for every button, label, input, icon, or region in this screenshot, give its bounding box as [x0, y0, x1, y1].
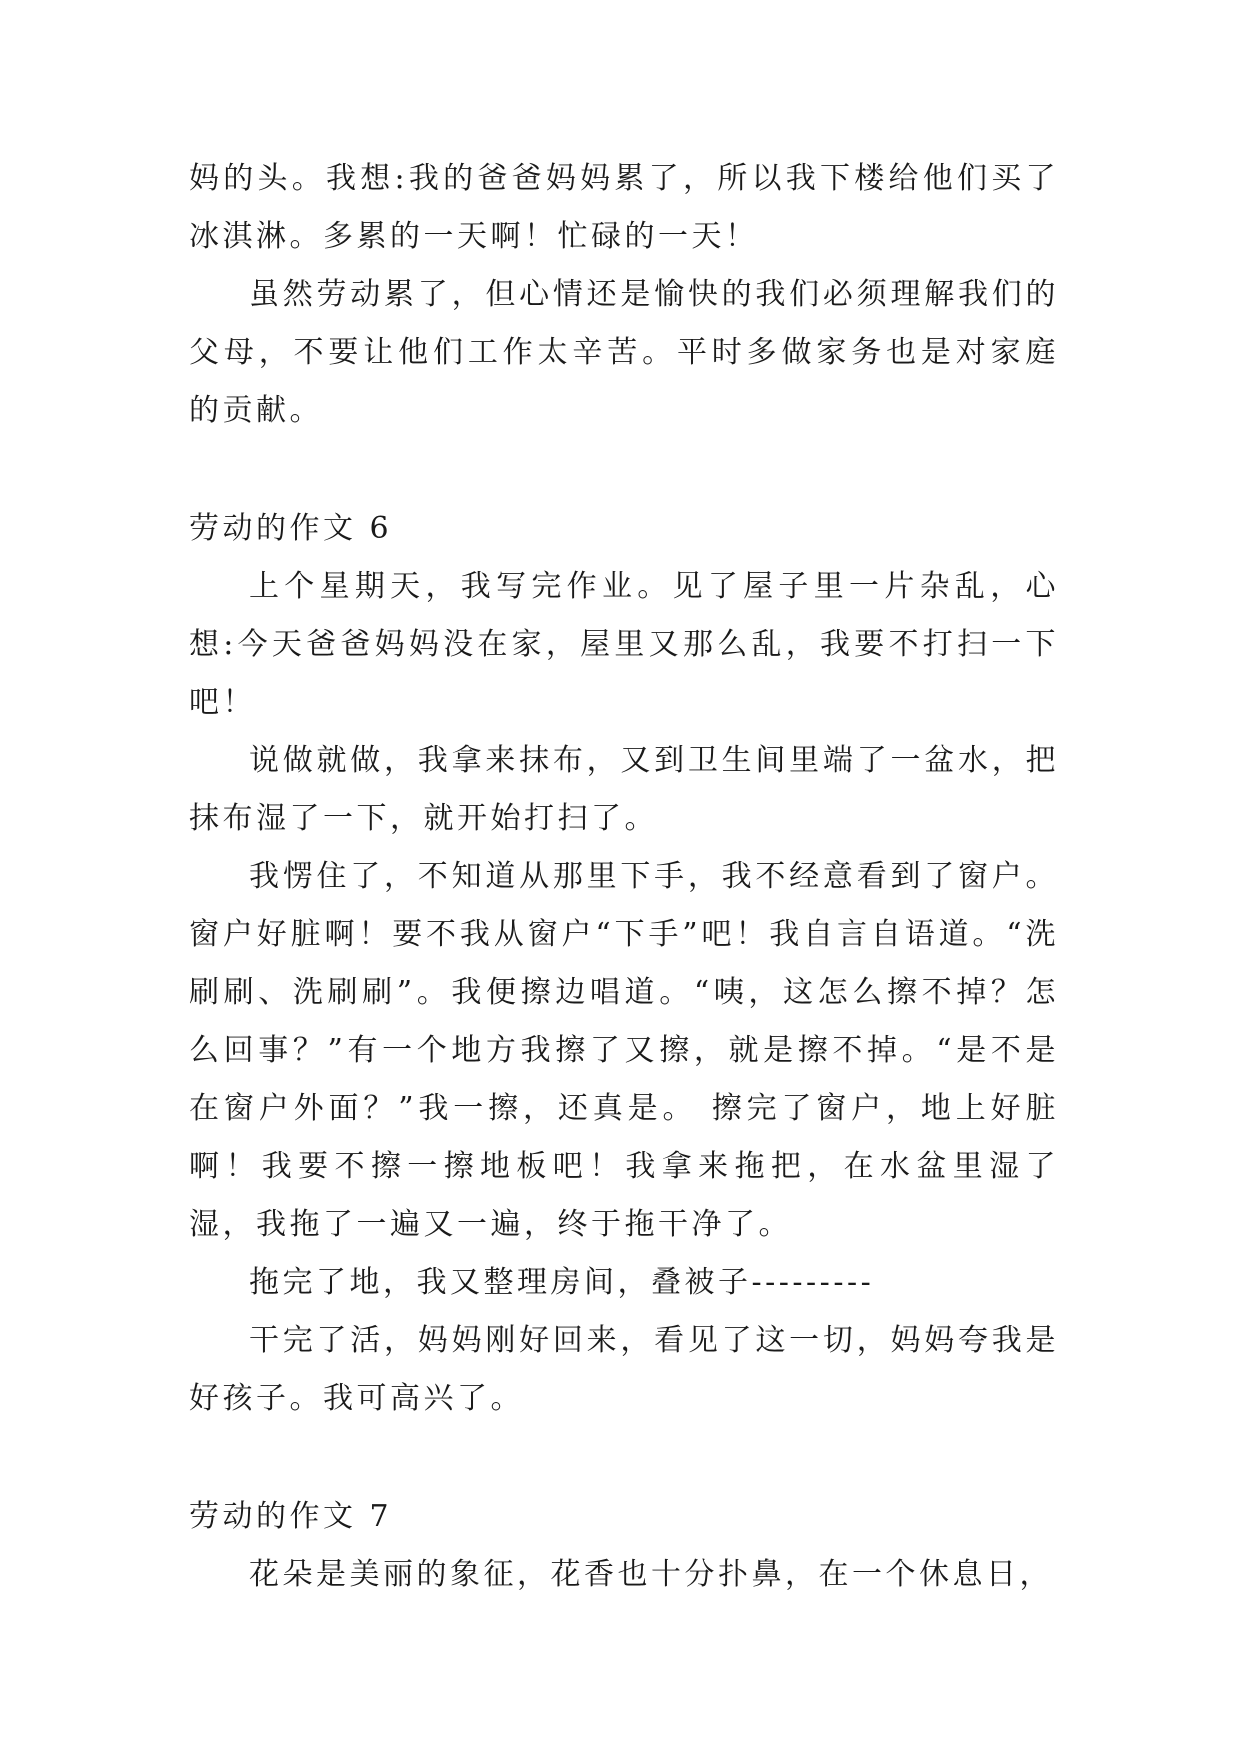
essay-title-7: 劳动的作文 7: [189, 1499, 393, 1534]
paragraph: 拖完了地，我又整理房间，叠被子---------: [249, 1265, 875, 1300]
paragraph: 花朵是美丽的象征，花香也十分扑鼻，在一个休息日，: [249, 1557, 1053, 1592]
paragraph: 我愣住了，不知道从那里下手，我不经意看到了窗户。窗户好脏啊！要不我从窗户“下手”吧！我自言自语道。“洗刷刷、洗刷刷”。我便擦边唱道。“咦，这怎么擦不掉？怎么回事？”有一个地方我擦了又擦，就是擦不掉。“是不是在窗户外面？”我一擦，还真是。 擦完了窗户，地上好脏啊！我要不擦一擦地板吧！我拿来拖把，在水盆里湿了湿，我拖了一遍又一遍，终于拖干净了。: [189, 859, 1059, 1242]
paragraph: 上个星期天，我写完作业。见了屋子里一片杂乱，心想:今天爸爸妈妈没在家，屋里又那么乱，我要不打扫一下吧！: [189, 569, 1059, 720]
paragraph: 说做就做，我拿来抹布，又到卫生间里端了一盆水，把抹布湿了一下，就开始打扫了。: [189, 743, 1059, 836]
document-body: [189, 150, 1059, 1604]
paragraph: 虽然劳动累了，但心情还是愉快的我们必须理解我们的父母，不要让他们工作太辛苦。平时多做家务也是对家庭的贡献。: [189, 277, 1059, 428]
paragraph: 干完了活，妈妈刚好回来，看见了这一切，妈妈夸我是好孩子。我可高兴了。: [189, 1323, 1059, 1416]
essay-title-6: 劳动的作文 6: [189, 511, 393, 546]
paragraph-continued: 妈的头。我想:我的爸爸妈妈累了，所以我下楼给他们买了冰淇淋。多累的一天啊！忙碌的一天！: [189, 161, 1059, 254]
